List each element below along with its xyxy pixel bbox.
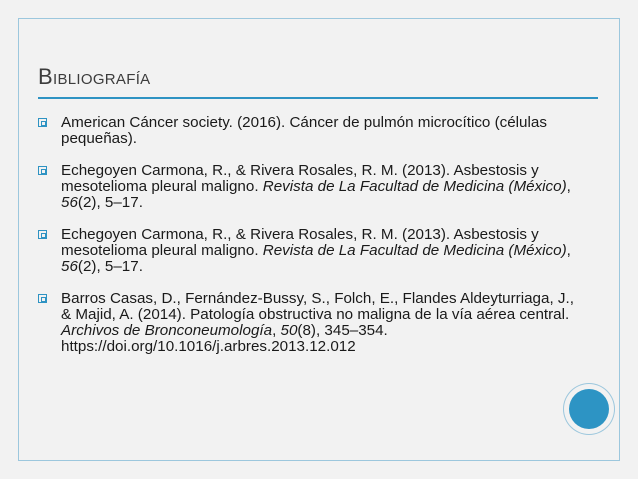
journal-volume: 50 bbox=[280, 322, 298, 339]
slide-title: Bibliografía bbox=[38, 64, 151, 89]
reference-item bbox=[38, 291, 583, 355]
reference-text: Echegoyen Carmona, R., & Rivera Rosales, R. M. (2013). Asbestosis y mesotelioma pleural maligno. bbox=[61, 226, 539, 259]
reference-separator: , bbox=[272, 322, 281, 339]
reference-pages: (8), 345–354. https://doi.org/10.1016/j.arbres.2013.12.012 bbox=[61, 322, 388, 355]
reference-text: Echegoyen Carmona, R., & Rivera Rosales, R. M. (2013). Asbestosis y mesotelioma pleural maligno. bbox=[61, 162, 539, 195]
journal-name: Revista de La Facultad de Medicina (México) bbox=[262, 178, 567, 195]
journal-name: Revista de La Facultad de Medicina (México) bbox=[262, 242, 567, 259]
reference-text: Barros Casas, D., Fernández-Bussy, S., Folch, E., Flandes Aldeyturriaga, J., & Majid, A. (2014). Patología obstructiva no maligna de la vía aérea central. bbox=[61, 290, 574, 323]
square-bullet-icon bbox=[38, 118, 47, 127]
square-bullet-icon bbox=[38, 230, 47, 239]
journal-name: Archivos de Bronconeumología bbox=[61, 322, 273, 339]
title-underline bbox=[38, 97, 598, 99]
reference-item bbox=[38, 163, 583, 211]
reference-separator: , bbox=[566, 242, 571, 259]
bibliography-list bbox=[38, 115, 583, 371]
square-bullet-icon bbox=[38, 294, 47, 303]
journal-volume: 56 bbox=[61, 258, 78, 275]
square-bullet-icon bbox=[38, 166, 47, 175]
reference-pages: (2), 5–17. bbox=[77, 194, 143, 211]
reference-separator: , bbox=[566, 178, 571, 195]
decorative-circle bbox=[569, 389, 609, 429]
reference-pages: (2), 5–17. bbox=[77, 258, 143, 275]
reference-item bbox=[38, 227, 583, 275]
reference-item bbox=[38, 115, 583, 147]
reference-text: American Cáncer society. (2016). Cáncer de pulmón microcítico (células pequeñas). bbox=[61, 114, 547, 147]
journal-volume: 56 bbox=[61, 194, 78, 211]
